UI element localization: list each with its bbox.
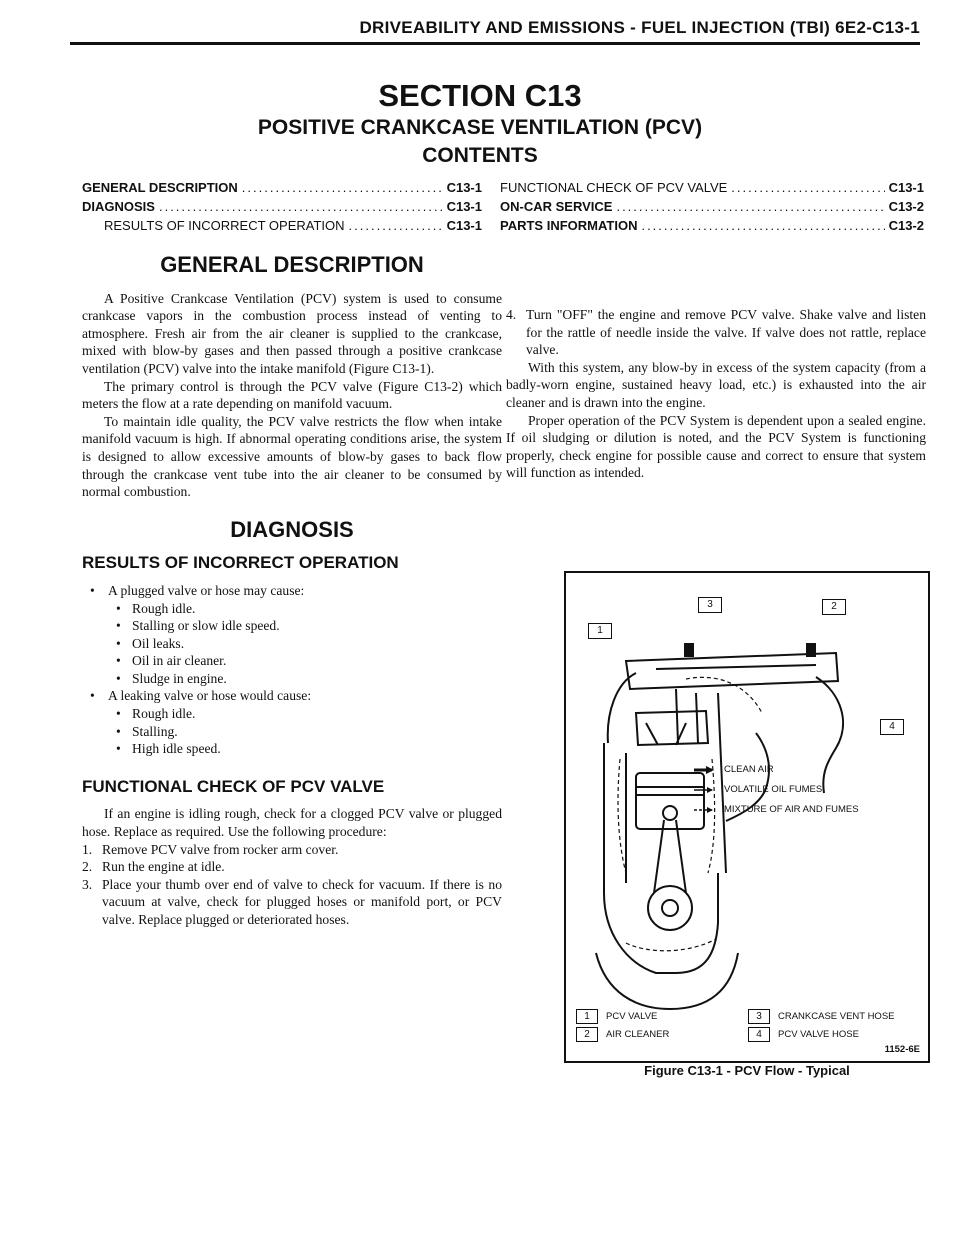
toc-label: DIAGNOSIS xyxy=(82,199,155,214)
list-item: • Oil in air cleaner. xyxy=(108,652,502,670)
toc-page: C13-2 xyxy=(888,199,924,214)
flow-legend-item: VOLATILE OIL FUMES xyxy=(692,784,822,795)
list-item: • High idle speed. xyxy=(108,740,502,758)
list-item: • Sludge in engine. xyxy=(108,670,502,688)
results-heading: RESULTS OF INCORRECT OPERATION xyxy=(82,553,399,573)
toc-right xyxy=(500,178,924,235)
list-item: • Stalling. xyxy=(108,723,502,741)
pcv-flow-figure xyxy=(564,571,930,1063)
toc-entry[interactable] xyxy=(500,197,924,216)
toc-label: GENERAL DESCRIPTION xyxy=(82,180,238,195)
toc-page: C13-1 xyxy=(446,218,482,233)
toc-entry[interactable] xyxy=(82,216,482,235)
toc-page: C13-1 xyxy=(446,199,482,214)
parts-legend-item: 3 CRANKCASE VENT HOSE xyxy=(748,1009,895,1024)
clean-air-arrow-icon xyxy=(692,765,716,775)
step-item: 3. Place your thumb over end of valve to check for vacuum. If there is no vacuum at valve, check for plugged hoses or manifold port, or PCV valve. Replace plugged or deteriorated hoses. xyxy=(82,876,502,927)
callout-1: 1 xyxy=(588,623,612,639)
contents-title: CONTENTS xyxy=(422,144,538,167)
header-rule xyxy=(70,42,920,45)
functional-check-steps xyxy=(82,841,502,929)
general-description-p2: The primary control is through the PCV valve (Figure C13-2) which meters the flow at a rate depending on manifold vacuum. xyxy=(82,378,502,412)
flow-legend-item: CLEAN AIR xyxy=(692,764,774,775)
list-item: • A leaking valve or hose would cause: • Rough idle. • Stalling. • High idle speed. xyxy=(82,687,502,757)
section-subtitle: POSITIVE CRANKCASE VENTILATION (PCV) xyxy=(257,116,703,139)
toc-left xyxy=(82,178,482,235)
list-item: • A plugged valve or hose may cause: • Rough idle. • Stalling or slow idle speed. • Oil leaks. • Oil in air cleaner. • Sludge in engine. xyxy=(82,582,502,688)
toc-entry[interactable] xyxy=(82,197,482,216)
general-description-p1: A Positive Crankcase Ventilation (PCV) system is used to consume crankcase vapors in the combustion process instead of venting to atmosphere. Fresh air from the air cleaner is supplied to the crankcase, mixed with blow-by gases and then passed through a positive crankcase ventilation (PCV) valve into the intake manifold (Figure C13-1). xyxy=(82,290,502,376)
parts-legend-item: 4 PCV VALVE HOSE xyxy=(748,1027,859,1042)
figure-number: 1152-6E xyxy=(884,1044,920,1055)
functional-check-intro: If an engine is idling rough, check for a clogged PCV valve or plugged hose. Replace as required. Use the following procedure: xyxy=(82,806,502,840)
step-item: 2. Run the engine at idle. xyxy=(82,859,225,875)
general-description-p3: To maintain idle quality, the PCV valve restricts the flow when intake manifold vacuum is high. If abnormal operating conditions arise, the system is designed to allow excessive amounts of blow-by gases to back flow through the crankcase vent tube into the air cleaner to be consumed by normal combustion. xyxy=(82,413,502,500)
functional-check-p-after2: Proper operation of the PCV System is dependent upon a sealed engine. If oil sludging or dilution is noted, and the PCV System is functioning properly, check engine for possible cause and correct to ensure that system will function as intended. xyxy=(506,412,926,481)
oil-fumes-arrow-icon xyxy=(692,785,716,795)
callout-3: 3 xyxy=(698,597,722,613)
toc-page: C13-1 xyxy=(888,180,924,195)
list-item: • Rough idle. xyxy=(108,600,502,618)
toc-entry[interactable] xyxy=(82,178,482,197)
mixture-arrow-icon xyxy=(692,805,716,815)
callout-4: 4 xyxy=(880,719,904,735)
functional-check-p-after1: With this system, any blow-by in excess of the system capacity (from a badly-worn engine, sustained heavy load, etc.) is exhausted into the air cleaner and is drawn into the engine. xyxy=(506,359,926,410)
toc-entry[interactable] xyxy=(500,216,924,235)
toc-label: FUNCTIONAL CHECK OF PCV VALVE xyxy=(500,180,728,195)
step-item: 1. Remove PCV valve from rocker arm cover. xyxy=(82,841,339,857)
results-list xyxy=(82,582,502,758)
parts-legend-item: 2 AIR CLEANER xyxy=(576,1027,669,1042)
general-description-heading: GENERAL DESCRIPTION xyxy=(160,252,424,277)
left-column xyxy=(82,252,502,929)
list-item: • Rough idle. xyxy=(108,705,502,723)
flow-legend-item: MIXTURE OF AIR AND FUMES xyxy=(692,804,859,815)
toc-entry[interactable] xyxy=(478,178,924,197)
section-titles xyxy=(0,78,960,170)
toc-page: C13-2 xyxy=(888,218,924,233)
functional-check-heading: FUNCTIONAL CHECK OF PCV VALVE xyxy=(82,776,385,796)
list-item: • Stalling or slow idle speed. xyxy=(108,617,502,635)
toc-label: ON-CAR SERVICE xyxy=(500,199,613,214)
diagnosis-heading: DIAGNOSIS xyxy=(230,516,354,542)
toc-label: RESULTS OF INCORRECT OPERATION xyxy=(104,218,345,233)
callout-2: 2 xyxy=(822,599,846,615)
toc-label: PARTS INFORMATION xyxy=(500,218,638,233)
step-item: 4. Turn "OFF" the engine and remove PCV valve. Shake valve and listen for the rattle of needle inside the valve. If valve does not rattle, replace valve. xyxy=(506,307,926,358)
right-column xyxy=(506,306,926,482)
engine-diagram xyxy=(566,573,928,1061)
section-title: SECTION C13 xyxy=(378,78,582,113)
toc-page: C13-1 xyxy=(446,180,482,195)
page-header: DRIVEABILITY AND EMISSIONS - FUEL INJECTION (TBI) 6E2-C13-1 xyxy=(359,18,920,37)
parts-legend-item: 1 PCV VALVE xyxy=(576,1009,657,1024)
figure-caption: Figure C13-1 - PCV Flow - Typical xyxy=(644,1063,850,1078)
list-item: • Oil leaks. xyxy=(108,635,502,653)
